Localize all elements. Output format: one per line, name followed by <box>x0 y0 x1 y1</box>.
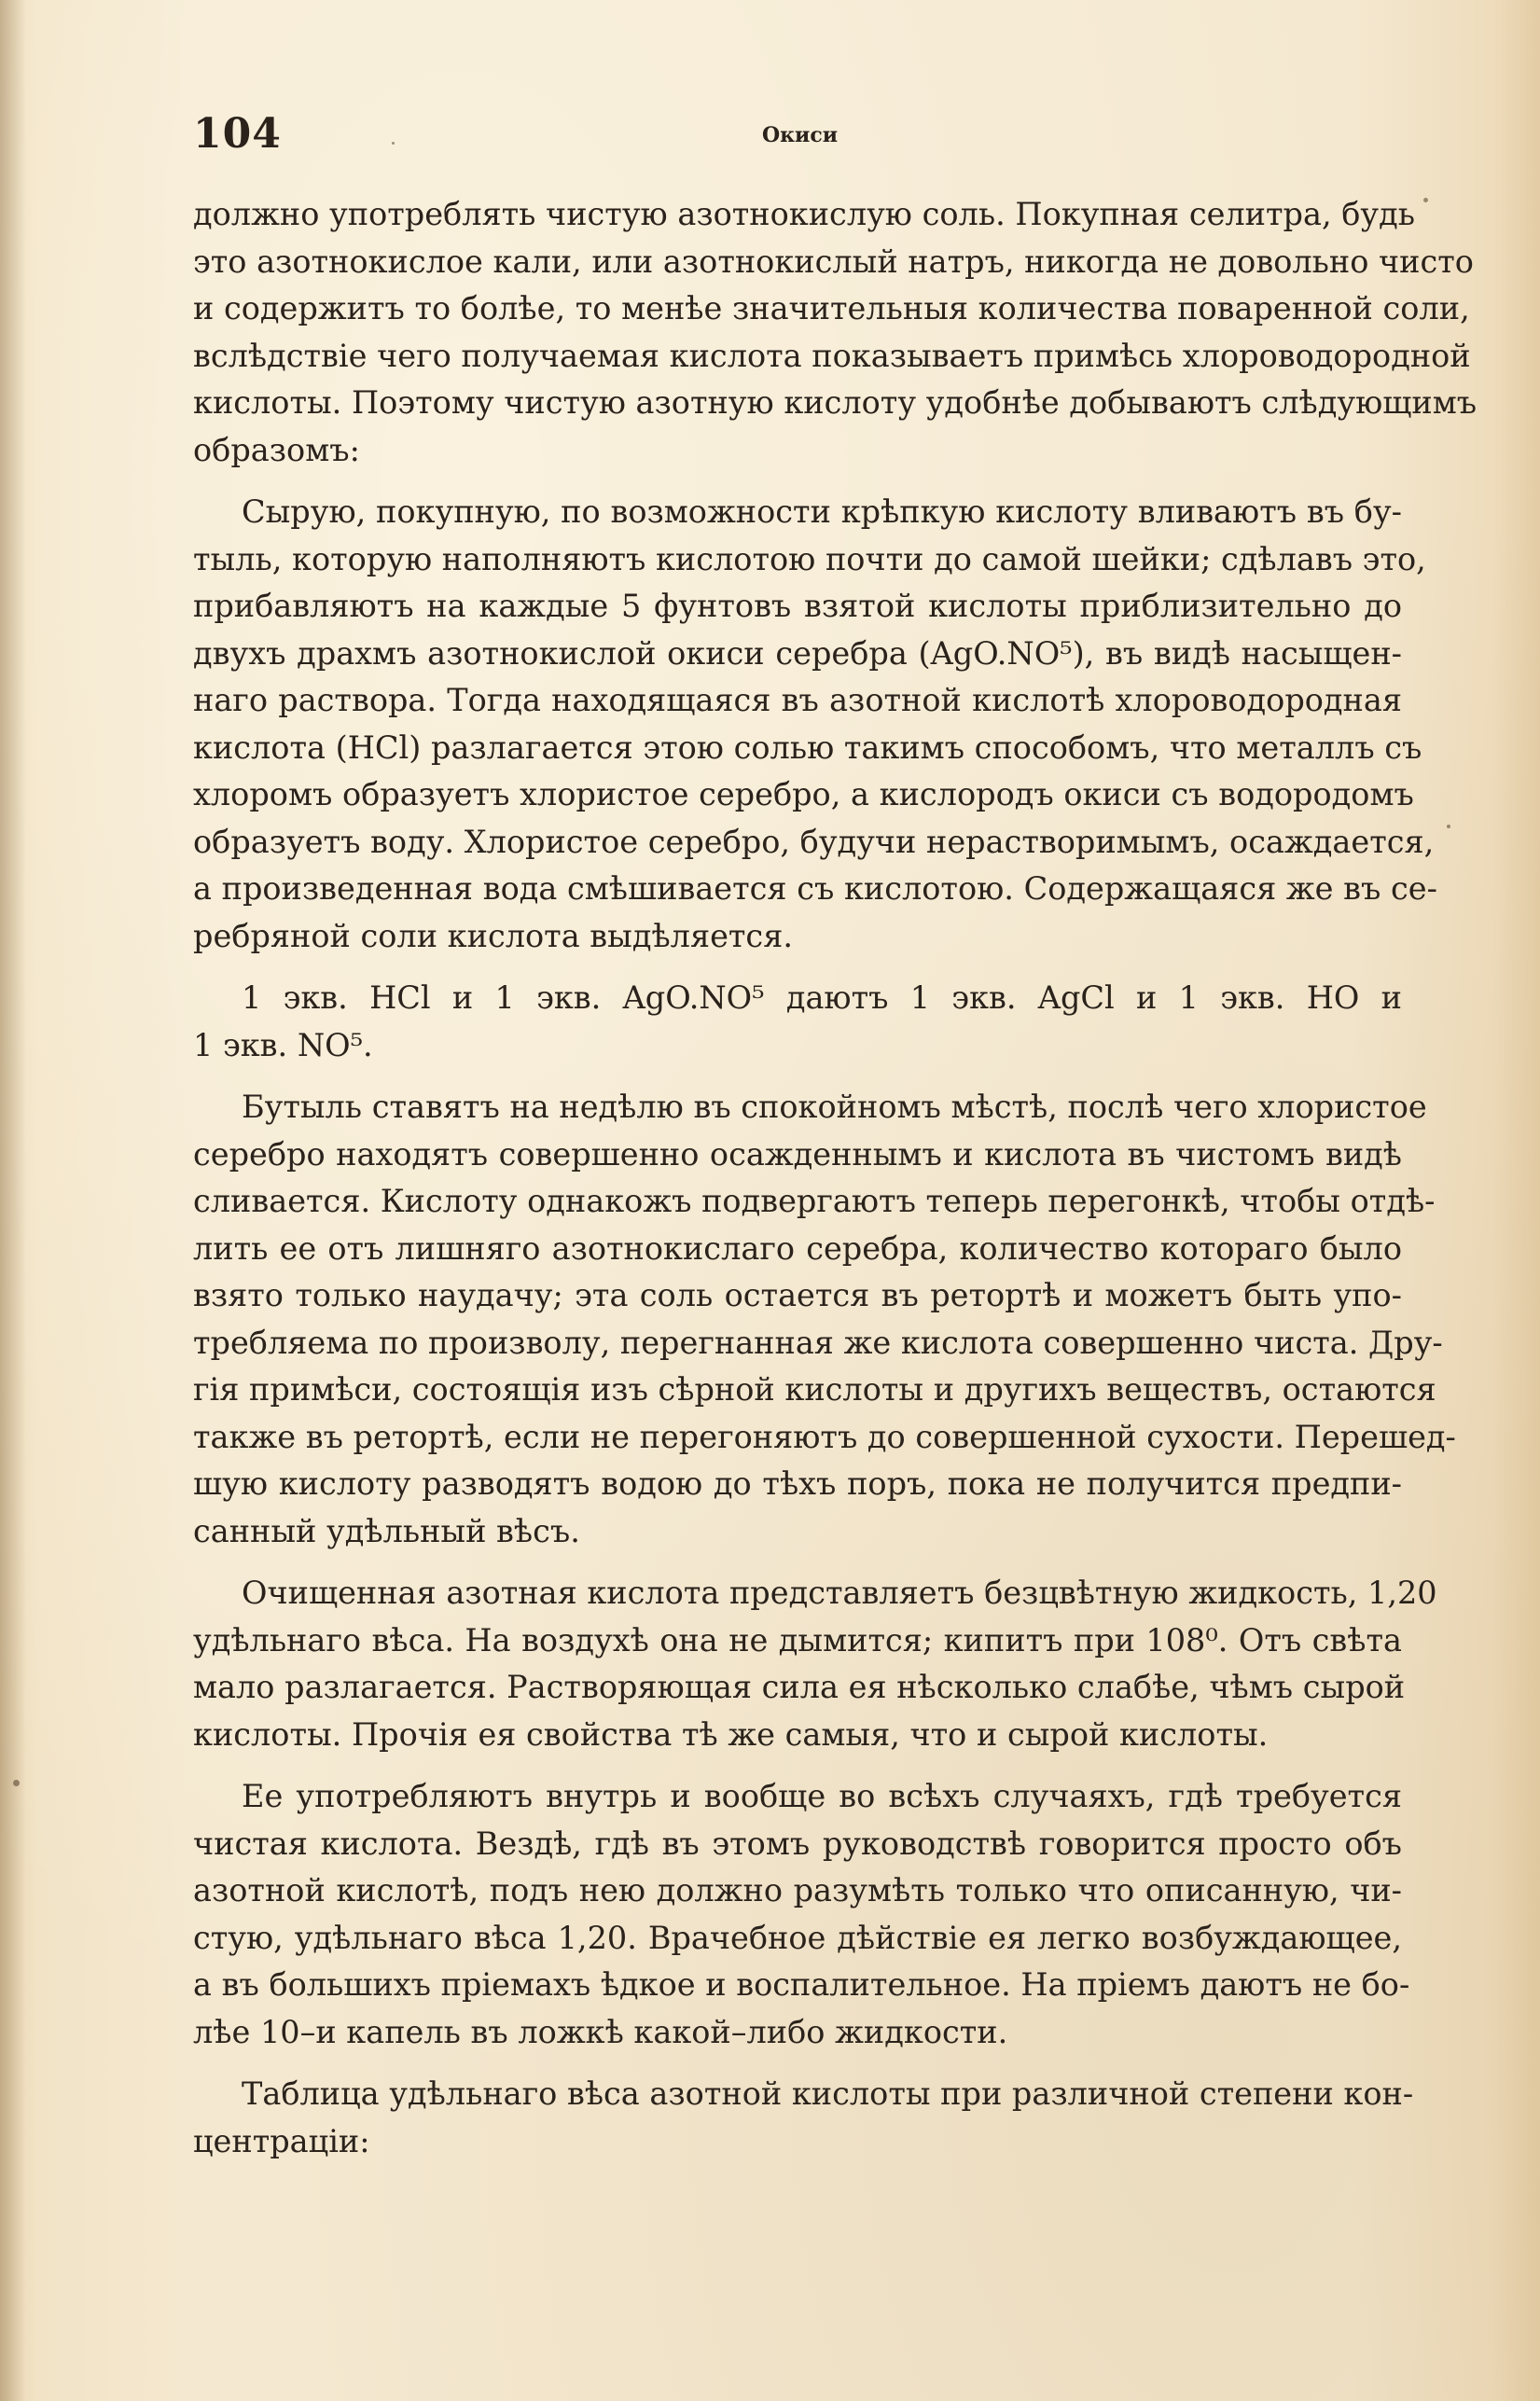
text-line: чистая кислота. Вездѣ, гдѣ въ этомъ руководствѣ говорится просто объ <box>193 1825 1402 1862</box>
paragraph <box>193 1773 1410 2056</box>
paragraph <box>193 489 1437 960</box>
text-line: кислоты. Прочія ея свойства тѣ же самыя, что и сырой кислоты. <box>193 1715 1269 1753</box>
running-title: Окиси <box>762 123 839 147</box>
text-line: ребряной соли кислота выдѣляется. <box>193 917 793 954</box>
text-line: санный удѣльный вѣсъ. <box>193 1512 580 1549</box>
text-line: наго раствора. Тогда находящаяся въ азотной кислотѣ хлороводородная <box>193 682 1402 718</box>
page-number: 104 <box>193 110 282 158</box>
paragraph <box>193 2071 1414 2165</box>
text-line: Таблица удѣльнаго вѣса азотной кислоты при различной степени кон- <box>242 2075 1414 2112</box>
text-line: вслѣдствіе чего получаемая кислота показываетъ примѣсь хлороводородной <box>193 337 1471 374</box>
text-line: а въ большихъ пріемахъ ѣдкое и воспалительное. На пріемъ даютъ не бо- <box>193 1966 1410 2003</box>
text-line: должно употреблять чистую азотнокислую соль. Покупная селитра, будь <box>193 196 1416 232</box>
text-line: Очищенная азотная кислота представляетъ безцвѣтную жидкость, 1,20 <box>242 1575 1437 1611</box>
text-line: это азотнокислое кали, или азотнокислый натръ, никогда не довольно чисто <box>193 243 1474 280</box>
text-line: требляема по произволу, перегнанная же кислота совершенно чиста. Дру- <box>193 1324 1443 1361</box>
paragraph <box>193 1084 1456 1555</box>
text-line: серебро находятъ совершенно осажденнымъ и кислота въ чистомъ видѣ <box>193 1135 1402 1173</box>
text-line: Сырую, покупную, по возможности крѣпкую кислоту вливаютъ въ бу- <box>242 493 1402 530</box>
equation-line: 1 экв. HCl и 1 экв. AgO.NO⁵ даютъ 1 экв. AgCl и 1 экв. HO и <box>242 979 1402 1016</box>
text-line: мало разлагается. Растворяющая сила ея нѣсколько слабѣе, чѣмъ сырой <box>193 1669 1406 1705</box>
paper-speck <box>13 1780 20 1786</box>
text-line: азотной кислотѣ, подъ нею должно разумѣть только что описанную, чи- <box>193 1872 1402 1908</box>
text-line: также въ ретортѣ, если не перегоняютъ до совершенной сухости. Перешед- <box>193 1418 1456 1455</box>
text-line: сливается. Кислоту однакожъ подвергаютъ теперь перегонкѣ, чтобы отдѣ- <box>193 1183 1436 1219</box>
text-line: двухъ драхмъ азотнокислой окиси серебра (AgO.NO⁵), въ видѣ насыщен- <box>193 634 1402 672</box>
paragraph <box>193 975 1402 1069</box>
text-line: образуетъ воду. Хлористое серебро, будучи нерастворимымъ, осаждается, <box>193 823 1435 860</box>
page-header <box>193 110 1406 166</box>
text-line: Бутыль ставятъ на недѣлю въ спокойномъ мѣстѣ, послѣ чего хлористое <box>242 1089 1427 1125</box>
equation-line: 1 экв. NO⁵. <box>193 1026 373 1063</box>
paragraph <box>193 1570 1437 1758</box>
text-line: тыль, которую наполняютъ кислотою почти до самой шейки; сдѣлавъ это, <box>193 540 1426 577</box>
paragraph <box>193 191 1478 474</box>
text-line: и содержитъ то болѣе, то менѣе значительныя количества поваренной соли, <box>193 290 1470 326</box>
text-line: взято только наудачу; эта соль остается въ ретортѣ и можетъ быть упо- <box>193 1277 1402 1313</box>
text-line: хлоромъ образуетъ хлористое серебро, а кислородъ окиси съ водородомъ <box>193 776 1414 812</box>
text-line: лить ее отъ лишняго азотнокислаго серебра, количество котораго было <box>193 1229 1402 1267</box>
text-line: а произведенная вода смѣшивается съ кислотою. Содержащаяся же въ се- <box>193 870 1437 907</box>
text-line: шую кислоту разводятъ водою до тѣхъ поръ, пока не получится предпи- <box>193 1465 1402 1502</box>
spine-shadow <box>0 0 26 2401</box>
text-line: прибавляютъ на каждые 5 фунтовъ взятой кислоты приблизительно до <box>193 588 1402 624</box>
text-line: кислота (HCl) разлагается этою солью такимъ способомъ, что металлъ съ <box>193 729 1422 766</box>
text-line: стую, удѣльнаго вѣса 1,20. Врачебное дѣйствіе ея легко возбуждающее, <box>193 1919 1402 1956</box>
text-line: образомъ: <box>193 431 360 468</box>
text-line: кислоты. Поэтому чистую азотную кислоту удобнѣе добываютъ слѣдующимъ <box>193 384 1478 421</box>
text-line: удѣльнаго вѣса. На воздухѣ она не дымится; кипитъ при 108⁰. Отъ свѣта <box>193 1621 1402 1658</box>
text-line: Ее употребляютъ внутрь и вообще во всѣхъ случаяхъ, гдѣ требуется <box>242 1778 1402 1814</box>
body-text <box>193 191 1478 2180</box>
paper-speck <box>392 142 395 145</box>
text-line: гія примѣси, состоящія изъ сѣрной кислоты и другихъ веществъ, остаются <box>193 1371 1436 1408</box>
text-line: центраціи: <box>193 2122 370 2159</box>
paper-speck <box>1447 825 1450 828</box>
paper-speck <box>1423 198 1428 202</box>
text-line: лѣе 10–и капель въ ложкѣ какой–либо жидкости. <box>193 2013 1008 2050</box>
